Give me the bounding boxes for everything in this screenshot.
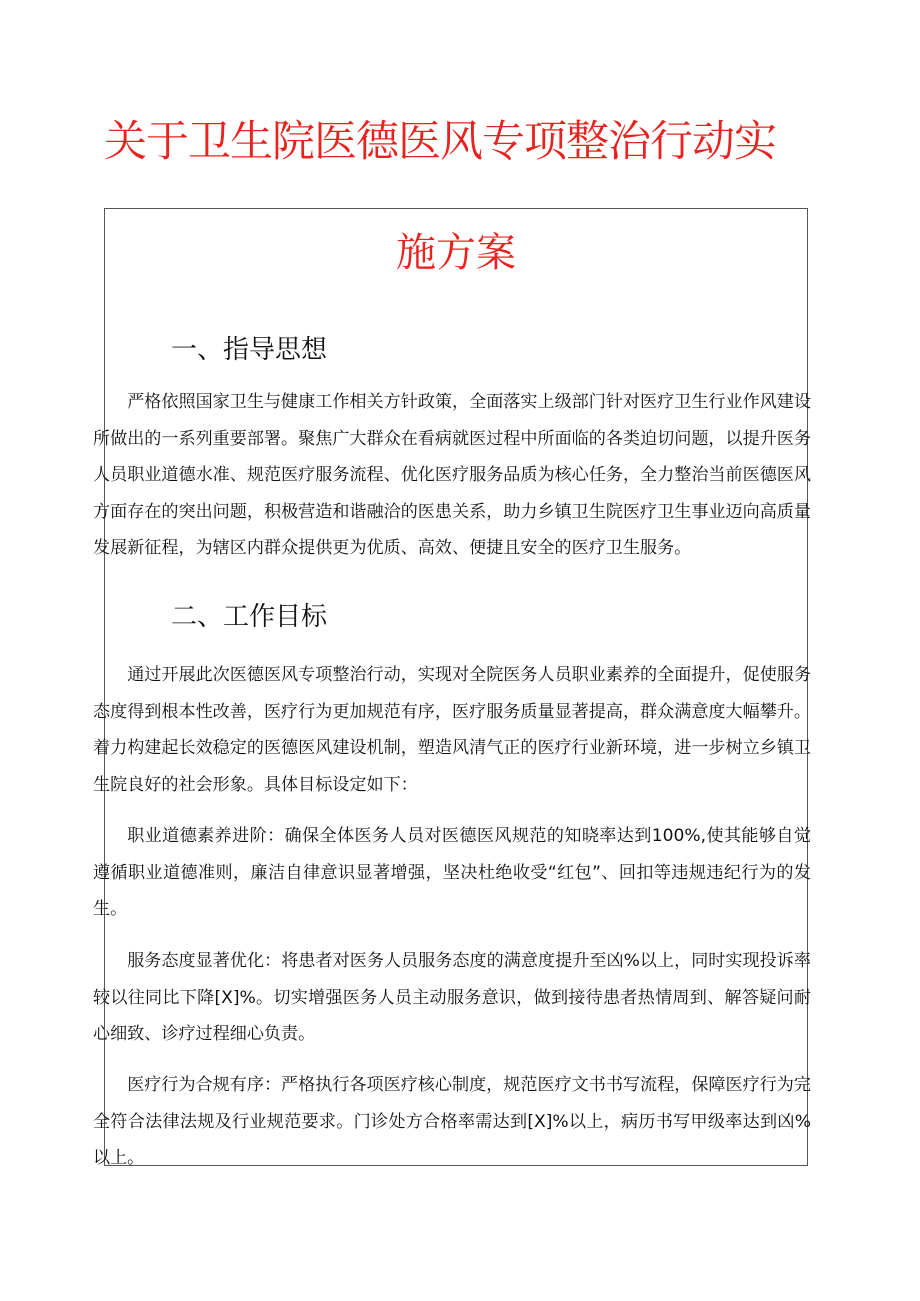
paragraph-goal-service-attitude: 服务态度显著优化：将患者对医务人员服务态度的满意度提升至凶%以上，同时实现投诉率较以往同比下降[X]%。切实增强医务人员主动服务意识，做到接待患者热情周到、解答疑问耐心细致、诊疗过程细心负责。 [93, 951, 811, 1044]
document-title-line-1: 关于卫生院医德医风专项整治行动实 [104, 117, 776, 167]
section-heading-guiding-ideology: 一、指导思想 [171, 335, 328, 365]
paragraph-goal-medical-compliance: 医疗行为合规有序：严格执行各项医疗核心制度，规范医疗文书书写流程，保障医疗行为完全符合法律法规及行业规范要求。门诊处方合格率需达到[X]%以上，病历书写甲级率达到凶%以上。 [93, 1075, 811, 1168]
paragraph-guiding-ideology: 严格依照国家卫生与健康工作相关方针政策，全面落实上级部门针对医疗卫生行业作风建设所做出的一系列重要部署。聚焦广大群众在看病就医过程中所面临的各类迫切问题，以提升医务人员职业道德水准、规范医疗服务流程、优化医疗服务品质为核心任务，全力整治当前医德医风方面存在的突出问题，积极营造和谐融洽的医患关系，助力乡镇卫生院医疗卫生事业迈向高质量发展新征程，为辖区内群众提供更为优质、高效、便捷且安全的医疗卫生服务。 [93, 392, 811, 558]
section-heading-work-goals: 二、工作目标 [171, 602, 328, 632]
paragraph-goal-ethics: 职业道德素养进阶：确保全体医务人员对医德医风规范的知晓率达到100%,使其能够自觉遵循职业道德准则，廉洁自律意识显著增强，坚决杜绝收受“红包”、回扣等违规违纪行为的发生。 [93, 826, 811, 919]
content-frame [93, 208, 811, 1168]
paragraph-work-goals-intro: 通过开展此次医德医风专项整治行动，实现对全院医务人员职业素养的全面提升，促使服务态度得到根本性改善，医疗行为更加规范有序，医疗服务质量显著提高，群众满意度大幅攀升。着力构建起长效稳定的医德医风建设机制，塑造风清气正的医疗行业新环境，进一步树立乡镇卫生院良好的社会形象。具体目标设定如下： [93, 665, 811, 795]
document-title-line-2: 施方案 [396, 230, 516, 276]
